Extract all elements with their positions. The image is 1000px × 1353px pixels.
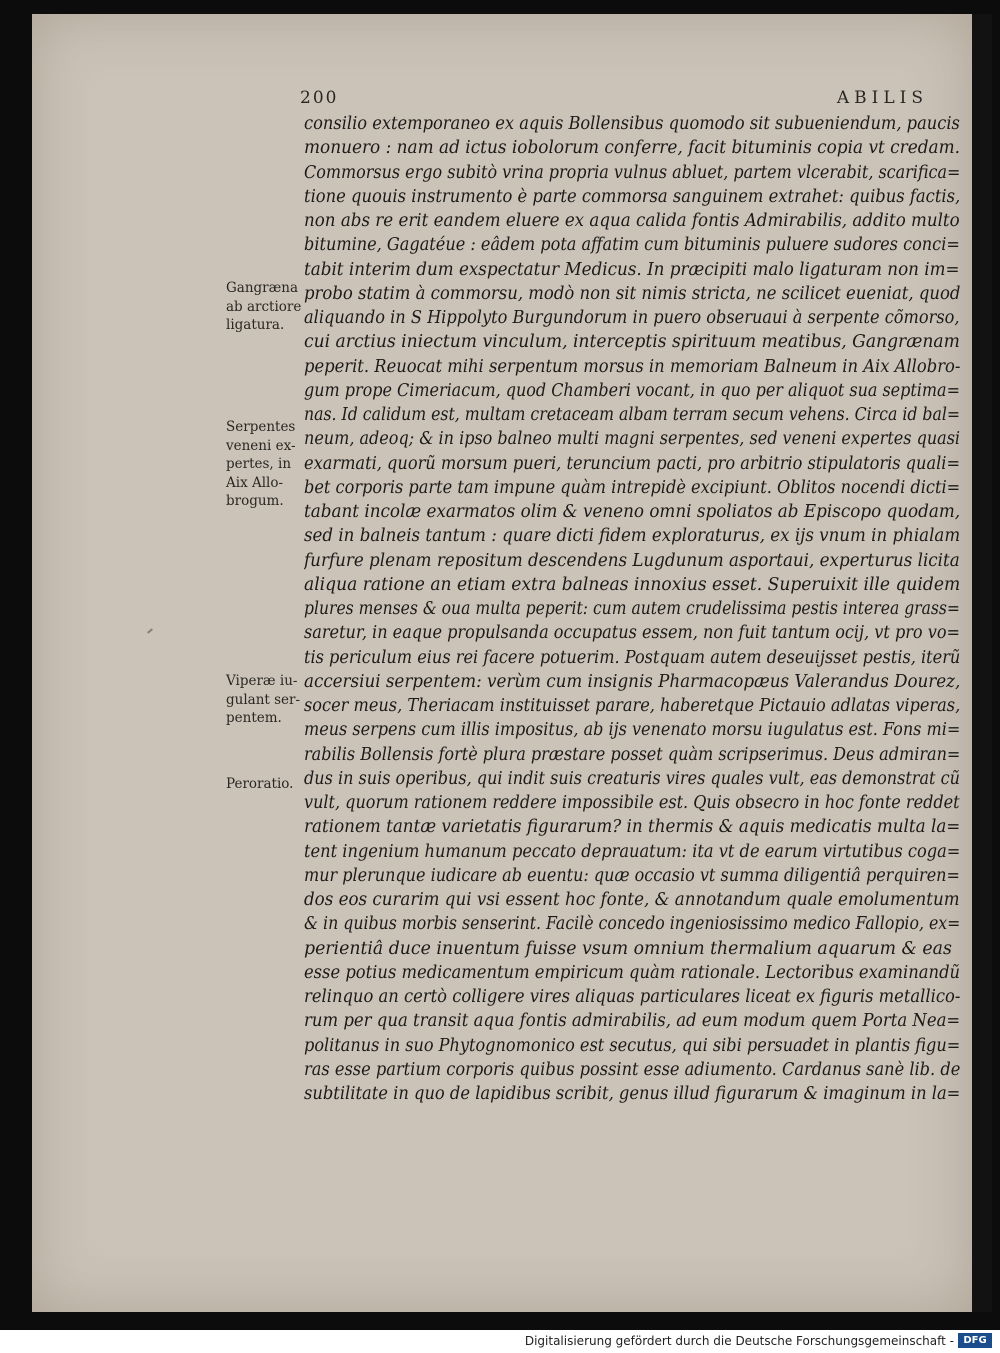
text-line: meus serpens cum illis impositus, ab ijs venenato morsu iugulatus est. Fons mi= bbox=[304, 720, 960, 741]
text-line: subtilitate in quo de lapidibus scribit, genus illud figurarum & imaginum in la= bbox=[304, 1084, 960, 1104]
page-edge bbox=[972, 14, 992, 1312]
text-line: gum prope Cimeriacum, quod Chamberi vocant, in quo per aliquot sua septima= bbox=[304, 380, 960, 401]
margin-note bbox=[226, 418, 302, 511]
text-line: bet corporis parte tam impune quàm intrepidè excipiunt. Oblitos nocendi dicti= bbox=[304, 477, 960, 498]
text-line: relinquo an certò colligere vires aliquas particulares liceat ex figuris metallico- bbox=[304, 987, 960, 1007]
text-line: saretur, in eaque propulsanda occupatus essem, non fuit tantum ocij, vt pro vo= bbox=[304, 623, 960, 644]
dfg-logo: DFG bbox=[958, 1333, 992, 1348]
text-line: vult, quorum rationem reddere impossibile est. Quis obsecro in hoc fonte reddet bbox=[304, 793, 960, 813]
footer-bar bbox=[0, 1330, 1000, 1353]
margin-note-line: brogum. bbox=[226, 493, 284, 509]
footer-credit: Digitalisierung gefördert durch die Deutsche Forschungsgemeinschaft - bbox=[524, 1334, 954, 1348]
text-line: plures menses & oua multa peperit: cum autem crudelissima pestis interea grass= bbox=[304, 599, 960, 619]
text-line: dos eos curarim qui vsi essent hoc fonte, & annotandum quale emolumentum bbox=[304, 890, 960, 910]
text-line: ras esse partium corporis quibus possint esse adiumento. Cardanus sanè lib. de bbox=[304, 1059, 960, 1080]
page-number: 200 bbox=[300, 88, 339, 108]
margin-note bbox=[226, 279, 302, 335]
margin-note bbox=[226, 775, 302, 794]
text-line: furfure plenam repositum descendens Lugdunum asportaui, experturus licita bbox=[304, 550, 960, 571]
text-line: neum, adeoq; & in ipso balneo multi magni serpentes, sed veneni expertes quasi bbox=[304, 429, 960, 450]
text-line: politanus in suo Phytognomonico est secutus, qui sibi persuadet in plantis figu= bbox=[304, 1035, 960, 1056]
text-line: accersiui serpentem: verùm cum insignis Pharmacopæus Valerandus Dourez, bbox=[304, 671, 960, 692]
text-line: aliquando in S Hippolyto Burgundorum in puero obseruaui à serpente cõmorso, bbox=[304, 308, 960, 328]
text-line: nas. Id calidum est, multam cretaceam albam terram secum vehens. Circa id bal= bbox=[304, 405, 960, 425]
text-line: sed in balneis tantum : quare dicti fidem exploraturus, ex ijs vnum in phialam bbox=[304, 526, 960, 547]
text-line: tabit interim dum exspectatur Medicus. In præcipiti malo ligaturam non im= bbox=[304, 259, 960, 280]
text-line: rum per qua transit aqua fontis admirabilis, ad eum modum quem Porta Nea= bbox=[304, 1011, 960, 1032]
body-text bbox=[304, 112, 964, 1106]
margin-note-line: ligatura. bbox=[226, 317, 285, 333]
text-line: monuero : nam ad ictus iobolorum conferre, facit bituminis copia vt credam. bbox=[304, 138, 960, 159]
margin-note-line: Peroratio. bbox=[226, 776, 294, 792]
text-line: non abs re erit eandem eluere ex aqua calida fontis Admirabilis, addito multo bbox=[304, 211, 960, 231]
running-head: ABILIS bbox=[836, 88, 928, 108]
margin-note-line: pentem. bbox=[226, 710, 282, 726]
text-line: Commorsus ergo subitò vrina propria vulnus abluet, partem vlcerabit, scarifica= bbox=[304, 162, 960, 183]
text-line: aliqua ratione an etiam extra balneas innoxius esset. Superuixit ille quidem bbox=[304, 574, 960, 595]
text-line: tis periculum eius rei facere potuerim. Postquam autem deseuijsset pestis, iterũ bbox=[304, 647, 960, 668]
margin-note-line: ab arctiore bbox=[226, 298, 302, 315]
margin-note-line: gulant ser- bbox=[226, 691, 301, 708]
page-header bbox=[300, 88, 940, 114]
text-line: consilio extemporaneo ex aquis Bollensibus quomodo sit subueniendum, paucis bbox=[304, 114, 960, 134]
text-line: tabant incolæ exarmatos olim & veneno omni spoliatos ab Episcopo quodam, bbox=[304, 502, 960, 522]
text-line: socer meus, Theriacam instituisset parare, haberetque Pictauio adlatas viperas, bbox=[304, 696, 960, 716]
text-line: & in quibus morbis senserint. Facilè concedo ingeniosissimo medico Fallopio, ex= bbox=[304, 914, 960, 935]
text-line: esse potius medicamentum empiricum quàm rationale. Lectoribus examinandũ bbox=[304, 962, 960, 983]
margin-note-line: Viperæ iu- bbox=[226, 673, 298, 689]
text-line: peperit. Reuocat mihi serpentum morsus in memoriam Balneum in Aix Allobro- bbox=[304, 356, 960, 377]
text-line: probo statim à commorsu, modò non sit nimis stricta, ne scilicet eueniat, quod bbox=[304, 283, 960, 304]
text-line: perientiâ duce inuentum fuisse vsum omnium thermalium aquarum & eas bbox=[304, 938, 952, 959]
text-line: tione quouis instrumento è parte commorsa sanguinem extrahet: quibus factis, bbox=[304, 186, 960, 207]
margin-note-line: pertes, in bbox=[226, 456, 292, 472]
text-line: tent ingenium humanum peccato deprauatum: ita vt de earum virtutibus coga= bbox=[304, 841, 960, 862]
margin-note bbox=[226, 672, 302, 728]
text-line: cui arctius iniectum vinculum, interceptis spirituum meatibus, Gangrænam bbox=[304, 332, 960, 353]
margin-note-line: Gangræna bbox=[226, 280, 299, 296]
margin-note-line: Aix Allo- bbox=[226, 474, 284, 491]
text-line: exarmati, quorũ morsum pueri, teruncium pacti, pro arbitrio stipulatoris quali= bbox=[304, 453, 960, 474]
text-line: mur plerunque iudicare ab euentu: quæ occasio vt summa diligentiâ perquiren= bbox=[304, 865, 960, 886]
text-line: rationem tantæ varietatis figurarum? in thermis & aquis medicatis multa la= bbox=[304, 817, 960, 838]
margin-note-line: Serpentes bbox=[226, 419, 296, 435]
text-line: rabilis Bollensis fortè plura præstare posset quàm scripserimus. Deus admiran= bbox=[304, 744, 960, 765]
margin-note-line: veneni ex- bbox=[226, 437, 296, 454]
text-line: bitumine, Gagatéue : eâdem pota affatim cum bituminis puluere sudores conci= bbox=[304, 235, 960, 256]
text-line: dus in suis operibus, qui indit suis creaturis vires quales vult, eas demonstrat cũ bbox=[304, 768, 960, 789]
